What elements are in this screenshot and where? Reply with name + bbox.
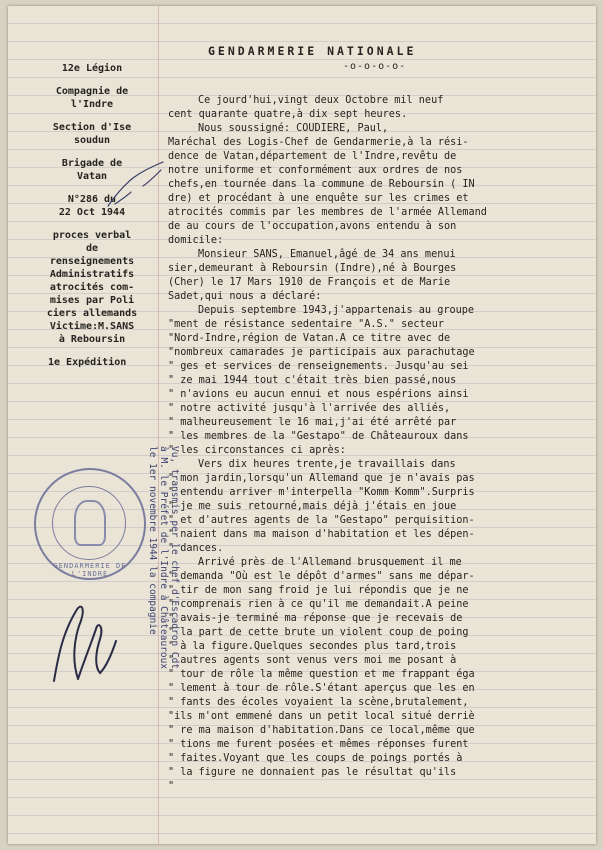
- margin-note-line: à M. le Préfet de l'Indre à Châteauroux: [158, 446, 169, 670]
- text-line: "nombreux camarades je participais aux parachutage: [168, 347, 475, 358]
- document-title: GENDARMERIE NATIONALE: [208, 44, 417, 58]
- text-line: ": [168, 781, 175, 792]
- text-line: " à la figure.Quelques secondes plus tard,trois: [168, 641, 457, 652]
- text-line: Arrivé près de l'Allemand brusquement il me: [198, 557, 462, 568]
- text-line: de au cours de l'occupation,avons entendu à son: [168, 221, 457, 232]
- text-line: Depuis septembre 1943,j'appartenais au groupe: [198, 305, 475, 316]
- text-line: Maréchal des Logis-Chef de Gendarmerie,à la rési-: [168, 137, 469, 148]
- text-line: " dances.: [168, 543, 224, 554]
- text-line: " entendu arriver m'interpella "Komm Komm".Surpris: [168, 487, 475, 498]
- text-line: " les circonstances ci après:: [168, 445, 346, 456]
- text-line: " les membres de la "Gestapo" de Châteauroux dans: [168, 431, 469, 442]
- text-line: " ges et services de renseignements. Jusqu'au sei: [168, 361, 469, 372]
- text-line: " fants des écoles voyaient la scène,brutalement,: [168, 697, 469, 708]
- sidebar-brigade: Brigade de Vatan: [61, 158, 123, 182]
- text-line: Nous soussigné: COUDIERE, Paul,: [198, 123, 389, 134]
- official-stamp: [34, 468, 146, 580]
- sidebar-number-date: N°286 du 22 Oct 1944: [58, 194, 126, 218]
- sidebar-expedition: 1e Expédition: [48, 357, 127, 368]
- left-margin-block: [28, 62, 156, 379]
- text-line: " lement à tour de rôle.S'étant aperçus que les en: [168, 683, 475, 694]
- text-line: "ils m'ont emmené dans un petit local situé derriè: [168, 711, 475, 722]
- text-line: " tions me furent posées et mêmes réponses furent: [168, 739, 469, 750]
- text-line: "Nord-Indre,région de Vatan.A ce titre avec de: [168, 333, 451, 344]
- text-line: " la part de cette brute un violent coup de poing: [168, 627, 469, 638]
- text-line: (Cher) le 17 Mars 1910 de François et de Marie: [168, 277, 451, 288]
- text-line: " re ma maison d'habitation.Dans ce local,même que: [168, 725, 475, 736]
- text-line: " mon jardin,lorsqu'un Allemand que je n'avais pas: [168, 473, 475, 484]
- text-line: " je me suis retourné,mais déjà j'étais en joue: [168, 501, 457, 512]
- text-line: " autres agents sont venus vers moi me posant à: [168, 655, 457, 666]
- text-line: " comprenais rien à ce qu'il me demandait.A peine: [168, 599, 469, 610]
- text-line: " la figure ne donnaient pas le résultat qu'ils: [168, 767, 457, 778]
- text-line: dre) et procédant à une enquête sur les crimes et: [168, 193, 469, 204]
- stamp-text: GENDARMERIE DE L'INDRE: [53, 562, 127, 578]
- handwritten-signature: [34, 591, 124, 691]
- text-line: " demanda "Où est le dépôt d'armes" sans me dépar-: [168, 571, 475, 582]
- text-line: Ce jourd'hui,vingt deux Octobre mil neuf: [198, 95, 444, 106]
- title-separator: -o-o-o-o-: [343, 61, 407, 72]
- text-line: " n'avions eu aucun ennui et nous espérions ainsi: [168, 389, 469, 400]
- text-line: chefs,en tournée dans la commune de Reboursin ( IN: [168, 179, 475, 190]
- text-line: " naient dans ma maison d'habitation et les dépen-: [168, 529, 475, 540]
- text-line: " notre activité jusqu'à l'arrivée des alliés,: [168, 403, 451, 414]
- sidebar-compagnie: Compagnie de l'Indre: [55, 86, 129, 110]
- text-line: Sadet,qui nous a déclaré:: [168, 291, 322, 302]
- text-line: notre uniforme et conformément aux ordres de nos: [168, 165, 463, 176]
- margin-note-line: le 1er novembre 1944 la compagnie: [147, 446, 158, 635]
- text-line: sier,demeurant à Reboursin (Indre),né à Bourges: [168, 263, 457, 274]
- text-line: " ze mai 1944 tout c'était très bien passé,nous: [168, 375, 457, 386]
- text-line: domicile:: [168, 235, 224, 246]
- text-line: Vers dix heures trente,je travaillais dans: [198, 459, 456, 470]
- handwritten-annotation: [103, 156, 173, 216]
- text-line: cent quarante quatre,à dix sept heures.: [168, 109, 408, 120]
- deposition-text: [168, 94, 592, 794]
- text-line: atrocités commis par les membres de l'armée Allemand: [168, 207, 487, 218]
- text-line: "ment de résistance sedentaire "A.S." secteur: [168, 319, 445, 330]
- document-page: [8, 6, 596, 844]
- text-line: " malheureusement le 16 mai,j'ai été arrêté par: [168, 417, 457, 428]
- text-line: " avais-je terminé ma réponse que je recevais de: [168, 613, 463, 624]
- stamp-emblem-icon: [74, 500, 106, 546]
- text-line: " tour de rôle la même question et me frappant éga: [168, 669, 475, 680]
- text-line: Monsieur SANS, Emanuel,âgé de 34 ans menui: [198, 249, 456, 260]
- text-line: " et d'autres agents de la "Gestapo" perquisition-: [168, 515, 475, 526]
- sidebar-subject: proces verbal de renseignements Administratifs atrocités com- mises par Poli ciers allemands Victime:M.SANS à Reboursin: [46, 230, 138, 345]
- sidebar-legion: 12e Légion: [61, 63, 123, 74]
- sidebar-section: Section d'Ise soudun: [52, 122, 132, 146]
- margin-transmission-note: [147, 446, 180, 806]
- text-line: " faites.Voyant que les coups de poings portés à: [168, 753, 463, 764]
- text-line: " tir de mon sang froid je lui répondis que je ne: [168, 585, 469, 596]
- text-line: dence de Vatan,département de l'Indre,revêtu de: [168, 151, 457, 162]
- margin-note-line: Vu, transmis per le chef d'Escadron Cdt: [169, 446, 180, 670]
